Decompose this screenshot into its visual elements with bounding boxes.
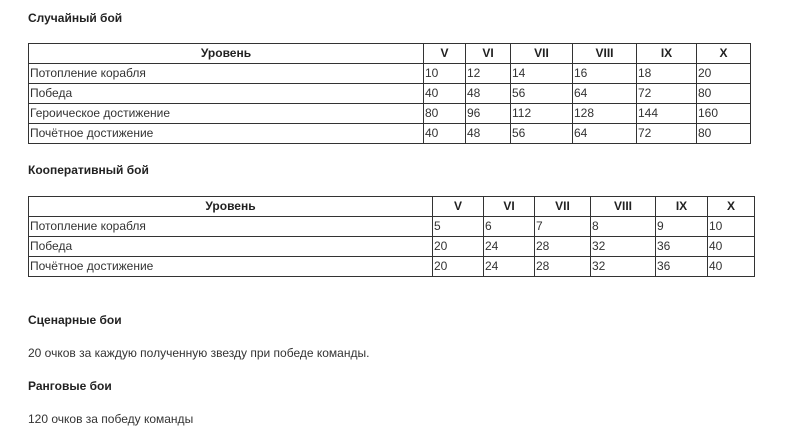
cell-value: 36 — [656, 257, 708, 277]
random-battle-title: Случайный бой — [28, 11, 123, 25]
cell-value: 32 — [591, 237, 656, 257]
header-tier-x: X — [697, 44, 751, 64]
cell-value: 20 — [697, 64, 751, 84]
header-level: Уровень — [29, 44, 424, 64]
cell-value: 9 — [656, 217, 708, 237]
row-label: Почётное достижение — [29, 124, 424, 144]
cell-value: 8 — [591, 217, 656, 237]
ranked-battles-text: 120 очков за победу команды — [28, 412, 194, 426]
coop-battle-title: Кооперативный бой — [28, 163, 149, 177]
table-row — [29, 217, 755, 237]
cell-value: 40 — [708, 237, 755, 257]
ranked-battles-title: Ранговые бои — [28, 379, 112, 393]
row-label: Победа — [29, 84, 424, 104]
table-header-row — [29, 44, 751, 64]
cell-value: 5 — [433, 217, 484, 237]
cell-value: 80 — [697, 84, 751, 104]
header-tier-v: V — [433, 197, 484, 217]
header-tier-vi: VI — [484, 197, 535, 217]
cell-value: 24 — [484, 237, 535, 257]
cell-value: 18 — [637, 64, 697, 84]
row-label: Героическое достижение — [29, 104, 424, 124]
row-label: Потопление корабля — [29, 64, 424, 84]
scenario-battles-title: Сценарные бои — [28, 313, 122, 327]
cell-value: 80 — [424, 104, 466, 124]
cell-value: 128 — [573, 104, 637, 124]
header-level: Уровень — [29, 197, 433, 217]
cell-value: 32 — [591, 257, 656, 277]
row-label: Победа — [29, 237, 433, 257]
cell-value: 28 — [535, 257, 591, 277]
cell-value: 20 — [433, 237, 484, 257]
cell-value: 24 — [484, 257, 535, 277]
random-battle-table — [28, 43, 751, 144]
table-row — [29, 257, 755, 277]
cell-value: 40 — [424, 124, 466, 144]
header-tier-viii: VIII — [591, 197, 656, 217]
header-tier-v: V — [424, 44, 466, 64]
coop-battle-table — [28, 196, 755, 277]
header-tier-vi: VI — [466, 44, 511, 64]
cell-value: 16 — [573, 64, 637, 84]
cell-value: 80 — [697, 124, 751, 144]
cell-value: 144 — [637, 104, 697, 124]
header-tier-vii: VII — [535, 197, 591, 217]
header-tier-ix: IX — [656, 197, 708, 217]
cell-value: 20 — [433, 257, 484, 277]
cell-value: 40 — [424, 84, 466, 104]
cell-value: 56 — [511, 84, 573, 104]
row-label: Потопление корабля — [29, 217, 433, 237]
cell-value: 48 — [466, 124, 511, 144]
table-header-row — [29, 197, 755, 217]
cell-value: 64 — [573, 124, 637, 144]
cell-value: 40 — [708, 257, 755, 277]
cell-value: 10 — [708, 217, 755, 237]
cell-value: 14 — [511, 64, 573, 84]
cell-value: 7 — [535, 217, 591, 237]
header-tier-vii: VII — [511, 44, 573, 64]
cell-value: 28 — [535, 237, 591, 257]
cell-value: 36 — [656, 237, 708, 257]
table-row — [29, 104, 751, 124]
table-row — [29, 84, 751, 104]
cell-value: 6 — [484, 217, 535, 237]
table-row — [29, 64, 751, 84]
cell-value: 96 — [466, 104, 511, 124]
header-tier-x: X — [708, 197, 755, 217]
table-row — [29, 124, 751, 144]
scenario-battles-text: 20 очков за каждую полученную звезду при победе команды. — [28, 346, 370, 360]
cell-value: 48 — [466, 84, 511, 104]
row-label: Почётное достижение — [29, 257, 433, 277]
cell-value: 56 — [511, 124, 573, 144]
header-tier-viii: VIII — [573, 44, 637, 64]
cell-value: 10 — [424, 64, 466, 84]
cell-value: 72 — [637, 124, 697, 144]
cell-value: 112 — [511, 104, 573, 124]
cell-value: 12 — [466, 64, 511, 84]
cell-value: 160 — [697, 104, 751, 124]
header-tier-ix: IX — [637, 44, 697, 64]
cell-value: 72 — [637, 84, 697, 104]
table-row — [29, 237, 755, 257]
cell-value: 64 — [573, 84, 637, 104]
